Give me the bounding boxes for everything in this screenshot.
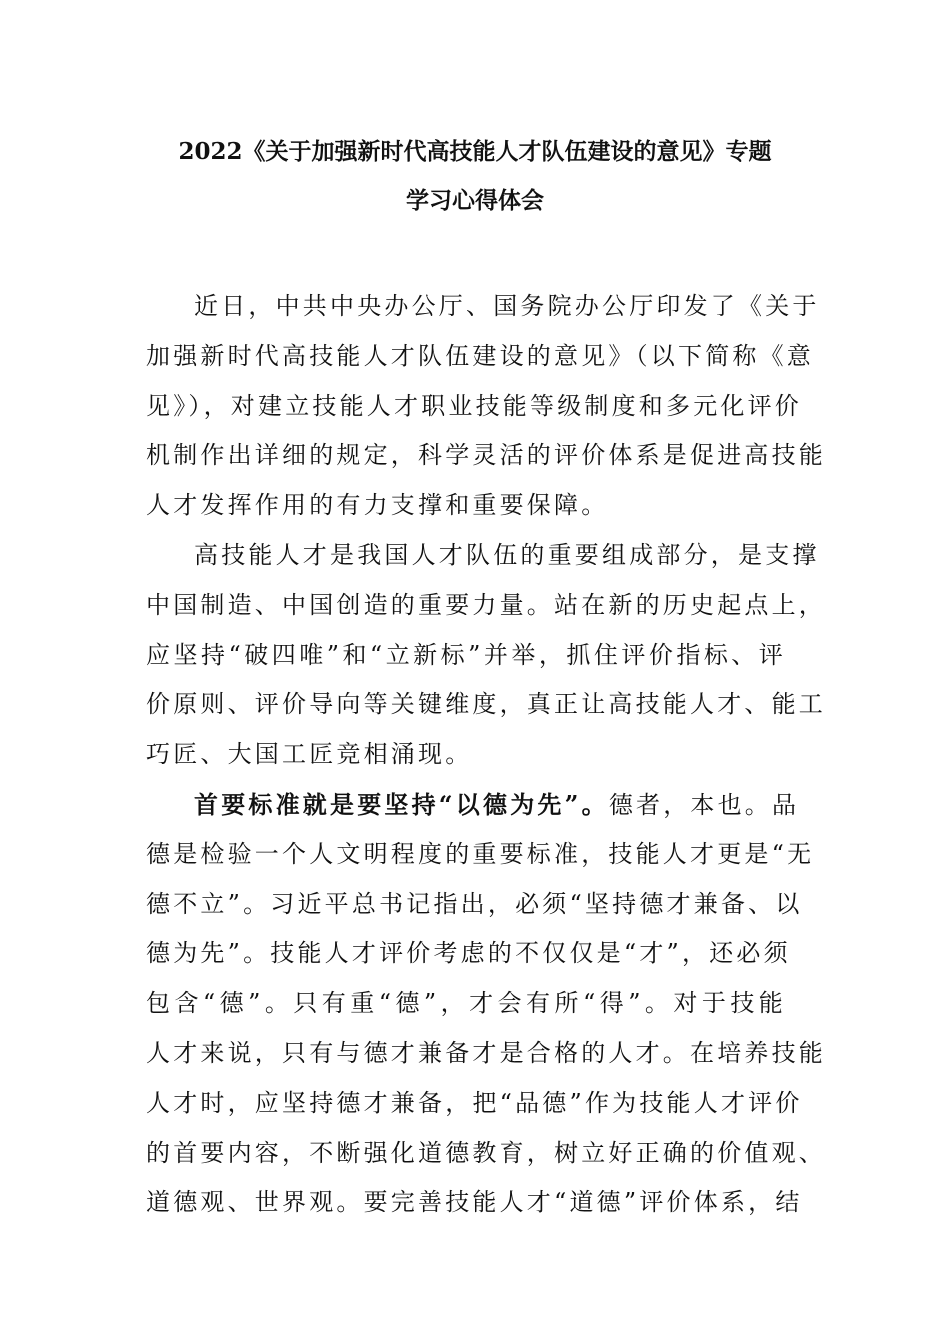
paragraph-1-line-5: 人才发挥作用的有力支撑和重要保障。 [146,491,609,520]
paragraph-2-line-2: 中国制造、中国创造的重要力量。站在新的历史起点上， [146,590,826,619]
paragraph-3-line-2: 德是检验一个人文明程度的重要标准，技能人才更是“无 [146,839,815,868]
paragraph-2-line-3: 应坚持“破四唯”和“立新标”并举，抓住评价指标、评 [146,640,786,669]
paragraph-1-line-4: 机制作出详细的规定，科学灵活的评价体系是促进高技能 [146,441,826,470]
paragraph-3-lead-heading: 首要标准就是要坚持“以德为先”。 [194,789,609,819]
document-body [146,282,826,1228]
document-title-line-1: 2022《关于加强新时代高技能人才队伍建设的意见》专题 [178,138,772,165]
document-title-line-2: 学习心得体会 [406,187,544,214]
paragraph-3-line-9: 道德观、世界观。要完善技能人才“道德”评价体系，结 [146,1188,803,1217]
paragraph-1-line-1: 近日，中共中央办公厅、国务院办公厅印发了《关于 [194,292,820,320]
paragraph-2-line-5: 巧匠、大国工匠竞相涌现。 [146,740,473,769]
paragraph-3-line-5: 包含“德”。只有重“德”，才会有所“得”。对于技能 [146,989,786,1018]
paragraph-1-line-2: 加强新时代高技能人才队伍建设的意见》（以下简称《意 [146,341,814,370]
paragraph-1-line-3: 见》），对建立技能人才职业技能等级制度和多元化评价 [146,391,802,420]
paragraph-2-line-4: 价原则、评价导向等关键维度，真正让高技能人才、能工 [146,690,826,719]
paragraph-3-line-6: 人才来说，只有与德才兼备才是合格的人才。在培养技能 [146,1038,826,1067]
paragraph-3-line-4: 德为先”。技能人才评价考虑的不仅仅是“才”，还必须 [146,939,791,968]
paragraph-3-line-3: 德不立”。习近平总书记指出，必须“坚持德才兼备、以 [146,889,803,918]
paragraph-3-line-7: 人才时，应坚持德才兼备，把“品德”作为技能人才评价 [146,1088,803,1117]
paragraph-3-line-8: 的首要内容，不断强化道德教育，树立好正确的价值观、 [146,1138,826,1167]
paragraph-3-line-1 [146,780,800,830]
paragraph-3-lead-text: 德者，本也。品 [608,790,800,819]
paragraph-2-line-1: 高技能人才是我国人才队伍的重要组成部分，是支撑 [194,540,820,569]
